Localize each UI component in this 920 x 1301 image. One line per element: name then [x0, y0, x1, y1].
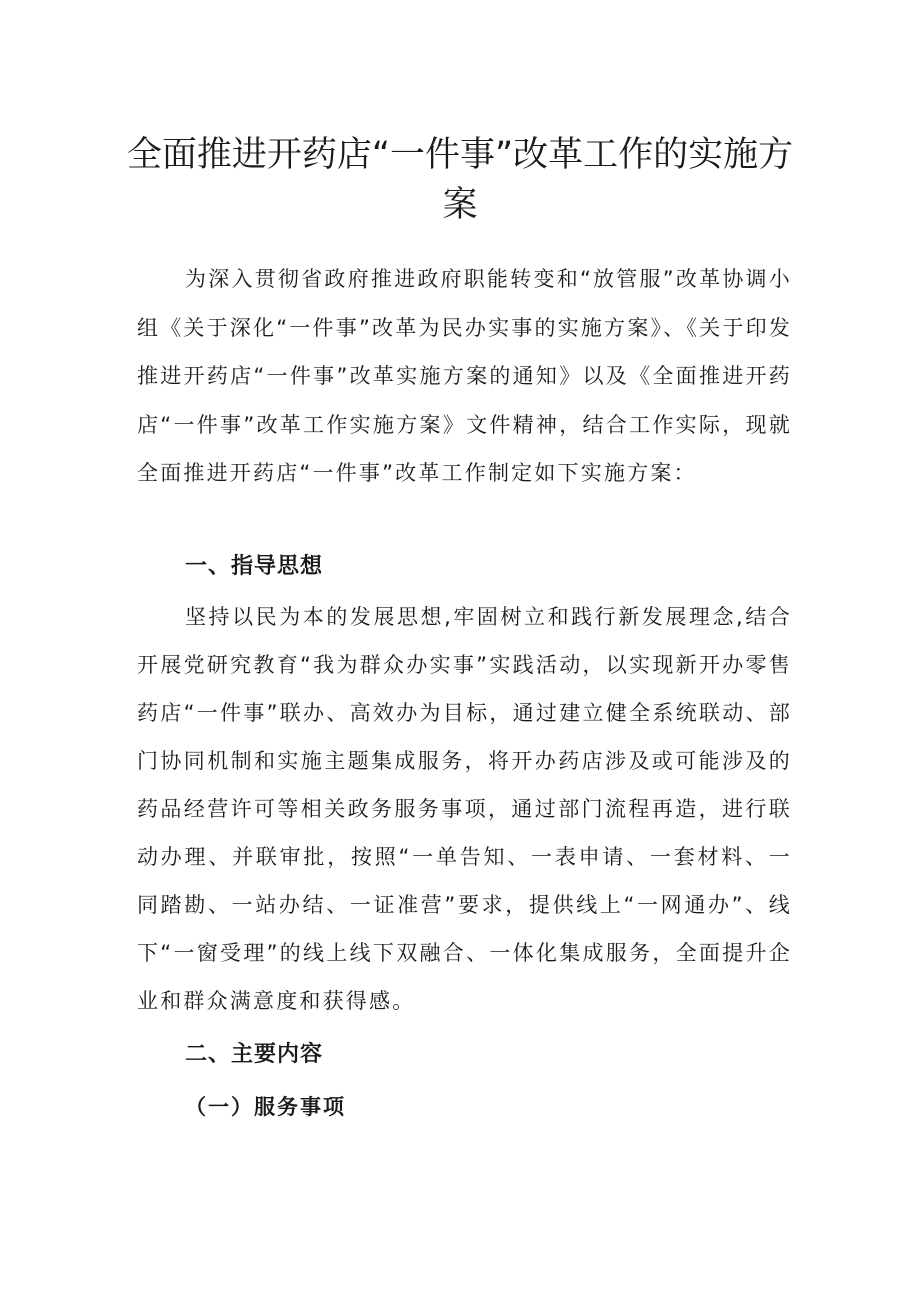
guiding-ideology-paragraph: 坚持以民为本的发展思想,牢固树立和践行新发展理念,结合开展党研究教育“我为群众办实事”实践活动，以实现新开办零售药店“一件事”联办、高效办为目标，通过建立健全系统联动、部门协同机制和实施主题集成服务，将开办药店涉及或可能涉及的药品经营许可等相关政务服务事项，通过部门流程再造，进行联动办理、并联审批，按照“一单告知、一表申请、一套材料、一同踏勘、一站办结、一证准营”要求，提供线上“一网通办”、线下“一窗受理”的线上线下双融合、一体化集成服务，全面提升企业和群众满意度和获得感。	[137, 605, 792, 1013]
intro-paragraph: 为深入贯彻省政府推进政府职能转变和“放管服”改革协调小组《关于深化“一件事”改革为民办实事的实施方案》、《关于印发推进开药店“一件事”改革实施方案的通知》以及《全面推进开药店“一件事”改革工作实施方案》文件精神，结合工作实际，现就全面推进开药店“一件事”改革工作制定如下实施方案：	[137, 267, 792, 485]
document-title: 全面推进开药店“一件事”改革工作的实施方案	[126, 135, 794, 225]
section-heading-guiding-ideology: 一、指导思想	[185, 554, 324, 579]
subsection-heading-service-items: （一）服务事项	[185, 1095, 346, 1119]
section-heading-main-content: 二、主要内容	[185, 1042, 324, 1067]
